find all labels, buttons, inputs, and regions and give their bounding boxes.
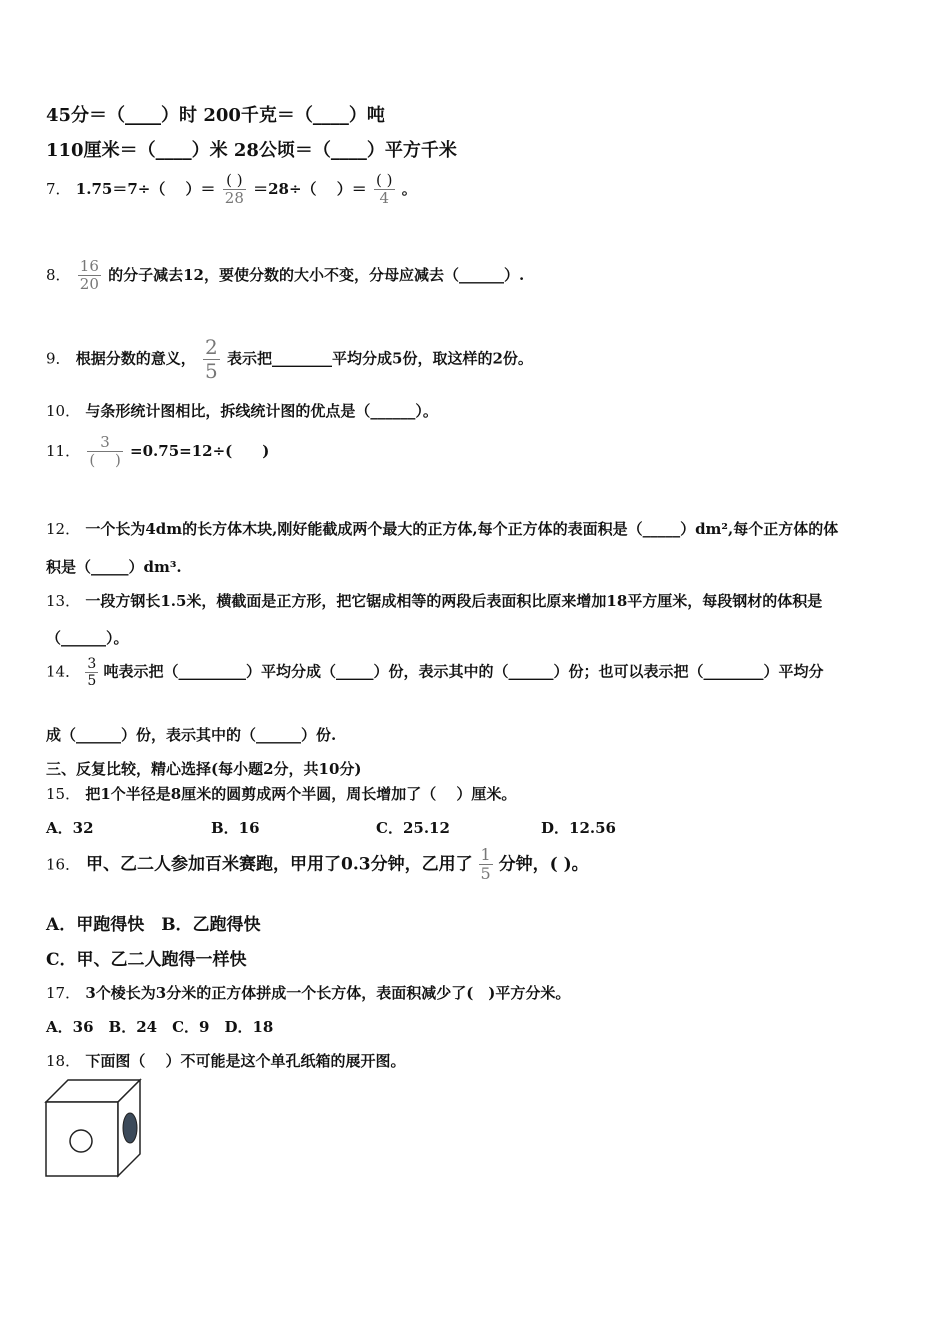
q13-text: 一段方钢长1.5米，横截面是正方形，把它锯成相等的两段后表面积比原来增加18平方厘米，每段钢材的体积是 [85,592,823,610]
q15-option-d[interactable]: D．12.56 [541,819,616,837]
q18-text: 下面图（ ）不可能是这个单孔纸箱的展开图。 [85,1052,406,1070]
q16-f-num: 1 [480,845,491,864]
q15-text: 把1个半径是8厘米的圆剪成两个半圆，周长增加了（ ）厘米。 [85,785,517,803]
q17-number: 17． [46,984,81,1002]
q15-option-b[interactable]: B．16 [211,819,260,837]
q9-number: 9． [46,349,71,368]
q15-options [46,817,616,838]
q14-fraction [85,656,98,689]
q12-number: 12． [46,520,81,538]
q7-number: 7． [46,179,71,198]
q9-fraction [203,336,220,383]
q7-part-c: 。 [401,179,417,198]
q11-number: 11． [46,441,81,460]
question-11 [46,434,269,470]
q8-f-den: 20 [79,275,99,294]
q9-part-a: 根据分数的意义， [75,349,196,368]
question-18 [46,1050,406,1071]
q8-text: 的分子减去12，要使分数的大小不变，分母应减去（______）. [108,265,525,284]
question-9 [46,336,533,383]
section-3-heading: 三、反复比较，精心选择(每小题2分，共10分) [46,760,362,778]
q7-part-a: 1.75＝7÷（ ）＝ [75,179,216,198]
q7-f1-den: 28 [224,189,244,208]
q8-f-num: 16 [79,257,99,275]
box-with-hole-figure [44,1078,144,1180]
q16-fraction [479,846,493,884]
q9-part-b: 表示把________平均分成5份，取这样的2份。 [227,349,533,368]
line-time-weight: 45分＝（____）时 200千克＝（____）吨 [46,105,385,126]
question-8 [46,258,524,294]
q10-text: 与条形统计图相比，拆线统计图的优点是（______）。 [85,402,438,420]
q16-part-b: 分钟，( )。 [498,854,589,875]
question-15 [46,783,516,804]
q14-f-den: 5 [87,673,97,690]
q16-option-c[interactable]: C．甲、乙二人跑得一样快 [46,950,247,970]
question-14 [46,656,824,689]
q14-number: 14． [46,662,81,681]
q16-number: 16． [46,855,81,874]
q18-number: 18． [46,1052,81,1070]
q8-fraction [78,258,101,294]
q7-f1-num: ( ) [223,172,246,190]
q11-f-den: ( ) [89,451,121,470]
q16-part-a: 甲、乙二人参加百米赛跑，甲用了0.3分钟，乙用了 [86,854,473,875]
q17-options[interactable]: A．36 B．24 C．9 D．18 [46,1018,274,1036]
question-12 [46,518,838,539]
question-12-cont: 积是（_____）dm³. [46,558,182,576]
q9-f-num: 2 [205,335,218,359]
q15-option-c[interactable]: C．25.12 [376,819,450,837]
q7-fraction-2 [374,172,394,208]
q15-number: 15． [46,785,81,803]
q7-fraction-1 [223,172,246,208]
q12-text: 一个长为4dm的长方体木块,刚好能截成两个最大的正方体,每个正方体的表面积是（_____）dm²,每个正方体的体 [85,520,839,538]
line-length-area: 110厘米＝（____）米 28公顷＝（____）平方千米 [46,140,457,161]
q7-f2-num: ( ) [376,171,393,189]
q11-text: =0.75=12÷( ) [130,441,270,460]
q14-f-num: 3 [87,656,97,672]
side-dark-hole-icon [123,1113,137,1143]
question-14-cont: 成（______）份，表示其中的（______）份. [46,726,337,744]
q7-f2-den: 4 [379,189,390,208]
q8-number: 8． [46,265,71,284]
question-13-cont: （______）。 [46,629,129,647]
q16-f-den: 5 [480,864,491,884]
q17-text: 3个棱长为3分米的正方体拼成一个长方体，表面积减少了( )平方分米。 [85,984,571,1002]
q16-options-ab[interactable]: A．甲跑得快 B．乙跑得快 [46,915,261,935]
q11-fraction [87,434,122,470]
q14-text: 吨表示把（_________）平均分成（_____）份，表示其中的（______）份；也可以表示把（________）平均分 [103,662,824,681]
q10-number: 10． [46,402,81,420]
q15-option-a[interactable]: A．32 [46,819,94,837]
question-13 [46,590,822,611]
q13-number: 13． [46,592,81,610]
q7-part-b: ＝28÷（ ）＝ [253,179,367,198]
q11-f-num: 3 [87,434,122,452]
question-10 [46,400,438,421]
question-16 [46,846,589,884]
hole-circle-icon [70,1130,92,1152]
q9-f-den: 5 [205,359,218,383]
question-17 [46,982,570,1003]
question-7 [46,172,417,208]
